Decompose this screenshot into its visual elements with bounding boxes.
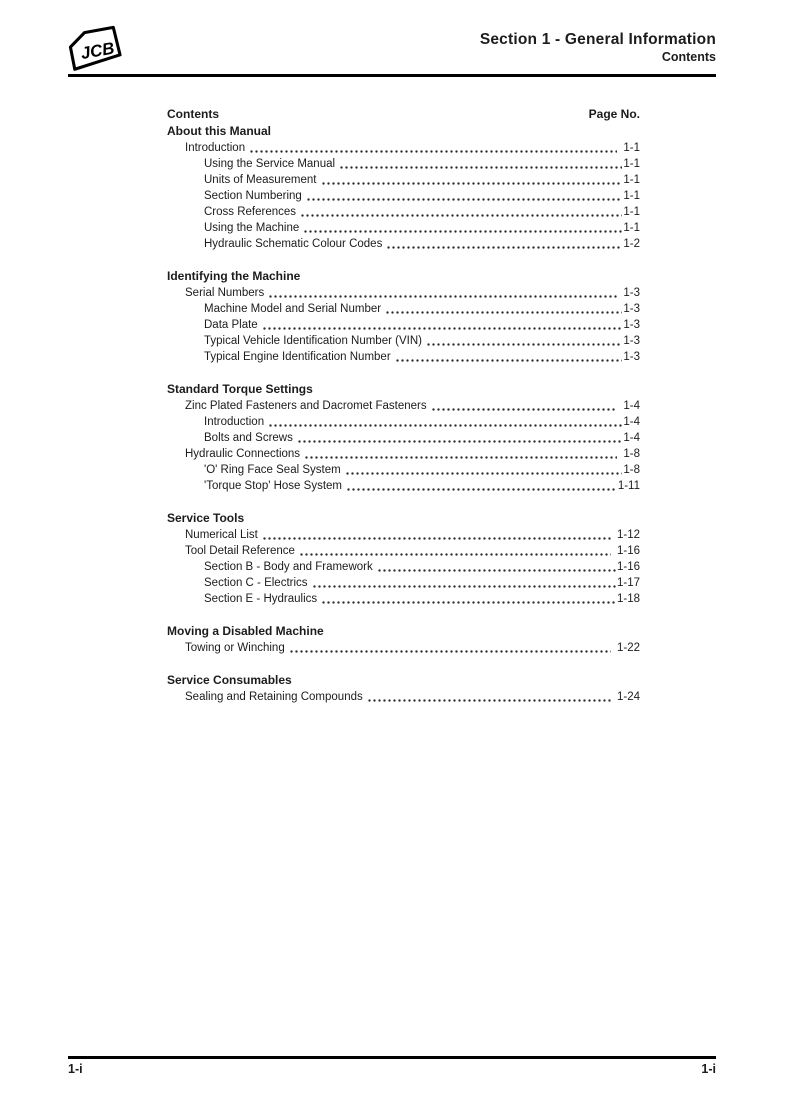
- toc-section-title: Service Tools: [167, 511, 245, 525]
- footer: [68, 1062, 716, 1076]
- dot-leader: [345, 466, 623, 478]
- toc-entry-label: Using the Machine: [204, 222, 300, 234]
- toc-entry-page: 1-8: [623, 448, 640, 460]
- header-divider: [68, 74, 716, 77]
- toc-entry: [167, 172, 640, 188]
- toc-entry: [167, 430, 640, 446]
- toc-section-identifying-the-machine: [167, 268, 640, 365]
- toc-entry-label: Numerical List: [185, 529, 258, 541]
- dot-leader: [268, 418, 622, 430]
- toc-entry-label: Zinc Plated Fasteners and Dacromet Fasteners: [185, 400, 427, 412]
- toc-entry: [167, 478, 640, 494]
- dot-leader: [386, 240, 622, 252]
- toc-section-title: Service Consumables: [167, 673, 292, 687]
- toc-entry-label: 'O' Ring Face Seal System: [204, 464, 341, 476]
- dot-leader: [426, 337, 622, 349]
- dot-leader: [395, 353, 623, 365]
- toc-entry: [167, 543, 640, 559]
- toc-entry-label: Section B - Body and Framework: [204, 561, 373, 573]
- toc-section-service-tools: [167, 510, 640, 607]
- toc-entry: [167, 236, 640, 252]
- toc-entry-label: Introduction: [204, 416, 265, 428]
- toc-entry-page: 1-24: [616, 691, 640, 703]
- toc-entry-page: 1-1: [623, 142, 640, 154]
- toc-entry-label: Using the Service Manual: [204, 158, 336, 170]
- table-of-contents: [167, 106, 640, 705]
- dot-leader: [303, 224, 622, 236]
- toc-entry-page: 1-1: [623, 174, 640, 186]
- toc-entry-label: Data Plate: [204, 319, 258, 331]
- dot-leader: [312, 579, 616, 591]
- toc-entry-label: Section Numbering: [204, 190, 302, 202]
- toc-entry-page: 1-16: [616, 545, 640, 557]
- dot-leader: [385, 305, 622, 317]
- toc-entry-label: Typical Engine Identification Number: [204, 351, 391, 363]
- toc-entry-page: 1-18: [616, 593, 640, 605]
- dot-leader: [339, 160, 622, 172]
- toc-entry-label: Machine Model and Serial Number: [204, 303, 382, 315]
- jcb-logo-icon: [64, 24, 126, 76]
- toc-entry-page: 1-8: [623, 464, 640, 476]
- toc-entry-label: Sealing and Retaining Compounds: [185, 691, 363, 703]
- footer-page-number-left: 1-i: [68, 1062, 83, 1076]
- toc-section-title: Moving a Disabled Machine: [167, 624, 324, 638]
- toc-entry-label: 'Torque Stop' Hose System: [204, 480, 342, 492]
- dot-leader: [299, 547, 611, 559]
- footer-divider: [68, 1056, 716, 1059]
- toc-section-title: About this Manual: [167, 124, 271, 138]
- dot-leader: [249, 144, 617, 156]
- toc-entry: [167, 640, 640, 656]
- toc-entry: [167, 349, 640, 365]
- toc-entry-page: 1-1: [623, 206, 640, 218]
- toc-entry-page: 1-1: [623, 222, 640, 234]
- toc-section-title: Standard Torque Settings: [167, 382, 313, 396]
- dot-leader: [346, 482, 617, 494]
- dot-leader: [262, 321, 623, 333]
- dot-leader: [306, 192, 623, 204]
- toc-entry: [167, 285, 640, 301]
- toc-entry: [167, 527, 640, 543]
- toc-entry-label: Hydraulic Schematic Colour Codes: [204, 238, 383, 250]
- toc-entry-page: 1-4: [623, 432, 640, 444]
- toc-entry-label: Hydraulic Connections: [185, 448, 301, 460]
- page-title: Section 1 - General Information: [479, 31, 716, 48]
- toc-entry-page: 1-3: [623, 335, 640, 347]
- toc-entry: [167, 317, 640, 333]
- dot-leader: [289, 644, 611, 656]
- jcb-logo-text: JCB: [79, 38, 116, 64]
- toc-heading: Contents: [167, 107, 219, 121]
- page-subtitle: Contents: [661, 50, 716, 64]
- toc-entry-label: Section C - Electrics: [204, 577, 308, 589]
- dot-leader: [268, 289, 617, 301]
- toc-section-standard-torque-settings: [167, 381, 640, 494]
- toc-entry-label: Introduction: [185, 142, 246, 154]
- toc-header-row: [167, 106, 640, 123]
- toc-entry: [167, 575, 640, 591]
- toc-section-service-consumables: [167, 672, 640, 705]
- toc-entry: [167, 398, 640, 414]
- dot-leader: [300, 208, 622, 220]
- toc-entry: [167, 220, 640, 236]
- toc-entry: [167, 188, 640, 204]
- dot-leader: [262, 531, 611, 543]
- header-titles: [480, 30, 716, 65]
- toc-entry-page: 1-17: [616, 577, 640, 589]
- toc-entry: [167, 414, 640, 430]
- toc-page-no-label: Page No.: [588, 107, 640, 121]
- toc-entry-label: Tool Detail Reference: [185, 545, 295, 557]
- toc-entry-page: 1-4: [623, 400, 640, 412]
- toc-entry: [167, 140, 640, 156]
- toc-entry-label: Bolts and Screws: [204, 432, 293, 444]
- toc-entry-label: Section E - Hydraulics: [204, 593, 318, 605]
- toc-entry-label: Typical Vehicle Identification Number (VIN): [204, 335, 422, 347]
- footer-page-number-right: 1-i: [701, 1062, 716, 1076]
- toc-section-moving-a-disabled-machine: [167, 623, 640, 656]
- dot-leader: [431, 402, 618, 414]
- toc-entry: [167, 156, 640, 172]
- toc-entry-page: 1-16: [616, 561, 640, 573]
- jcb-logo: [64, 24, 126, 76]
- dot-leader: [377, 563, 616, 575]
- toc-entry-label: Units of Measurement: [204, 174, 317, 186]
- toc-entry: [167, 462, 640, 478]
- toc-entry-page: 1-1: [623, 158, 640, 170]
- toc-entry: [167, 689, 640, 705]
- dot-leader: [321, 176, 623, 188]
- toc-entry: [167, 559, 640, 575]
- toc-entry-page: 1-22: [616, 642, 640, 654]
- toc-entry: [167, 446, 640, 462]
- toc-entry-label: Serial Numbers: [185, 287, 265, 299]
- toc-entry-page: 1-3: [623, 351, 640, 363]
- toc-section-title: Identifying the Machine: [167, 269, 301, 283]
- toc-entry: [167, 301, 640, 317]
- toc-entry-label: Towing or Winching: [185, 642, 285, 654]
- toc-entry-page: 1-11: [617, 480, 640, 492]
- toc-entry: [167, 204, 640, 220]
- dot-leader: [321, 595, 616, 607]
- toc-section-about-this-manual: [167, 123, 640, 252]
- toc-entry-page: 1-3: [623, 303, 640, 315]
- dot-leader: [304, 450, 617, 462]
- toc-entry-page: 1-4: [623, 416, 640, 428]
- dot-leader: [297, 434, 623, 446]
- toc-entry: [167, 333, 640, 349]
- toc-entry-page: 1-2: [623, 238, 640, 250]
- toc-entry-page: 1-3: [623, 319, 640, 331]
- toc-entry-page: 1-1: [623, 190, 640, 202]
- toc-entry-page: 1-3: [623, 287, 640, 299]
- dot-leader: [367, 693, 611, 705]
- toc-entry: [167, 591, 640, 607]
- toc-entry-page: 1-12: [616, 529, 640, 541]
- toc-entry-label: Cross References: [204, 206, 297, 218]
